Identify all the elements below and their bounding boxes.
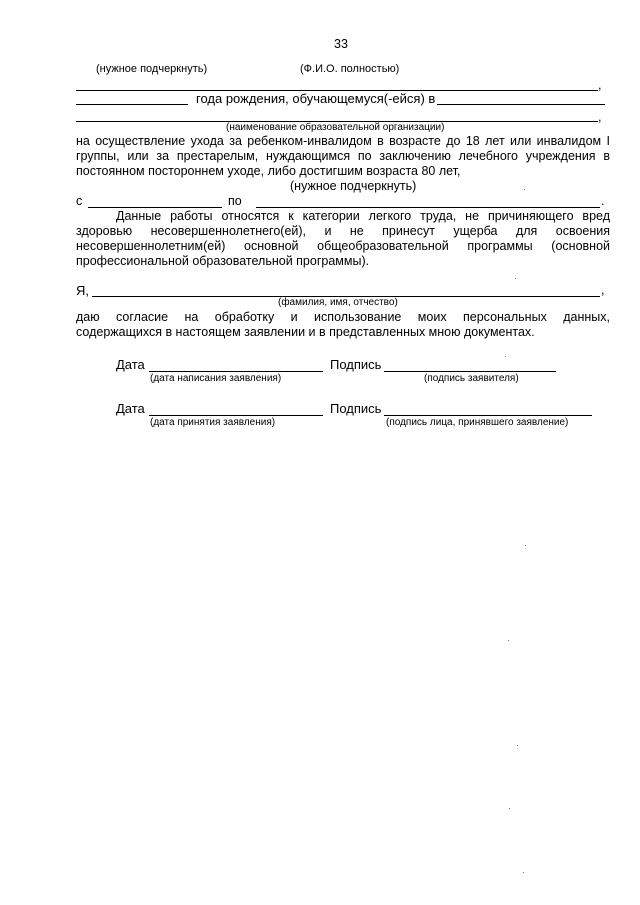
work-line-4: профессиональной образовательной программы). bbox=[76, 254, 370, 268]
care-line-3: постоянном постороннем уходе, либо достигшим возраста 80 лет, bbox=[76, 164, 461, 178]
fio-hint: (Ф.И.О. полностью) bbox=[300, 63, 400, 75]
period-to-line[interactable] bbox=[256, 207, 600, 208]
underline-hint-2: (нужное подчеркнуть) bbox=[290, 179, 417, 193]
comma: , bbox=[601, 283, 605, 297]
comma: , bbox=[598, 78, 602, 92]
care-line-2: группы, или за престарелым, нуждающимся по заключению лечебного учреждения в bbox=[76, 149, 610, 163]
scan-speck bbox=[517, 745, 518, 746]
sign-line-2[interactable] bbox=[384, 415, 592, 416]
ya-label: Я, bbox=[76, 283, 89, 298]
period: . bbox=[601, 194, 605, 208]
consent-line-1: даю согласие на обработку и использование моих персональных данных, bbox=[76, 310, 610, 324]
sign-label-2: Подпись bbox=[330, 401, 382, 416]
sign-line-1[interactable] bbox=[384, 371, 556, 372]
scan-speck bbox=[515, 278, 516, 279]
underline-hint: (нужное подчеркнуть) bbox=[96, 63, 208, 75]
comma: , bbox=[598, 110, 602, 124]
consent-line-2: содержащихся в настоящем заявлении и в представленных мною документах. bbox=[76, 325, 535, 339]
date-label-2: Дата bbox=[116, 401, 145, 416]
date-hint-2: (дата принятия заявления) bbox=[150, 417, 276, 428]
period-to-label: по bbox=[228, 194, 242, 208]
date-line-2[interactable] bbox=[149, 415, 323, 416]
scan-speck bbox=[508, 640, 509, 641]
sign-hint-1: (подпись заявителя) bbox=[424, 373, 519, 384]
date-line-1[interactable] bbox=[149, 371, 323, 372]
date-label-1: Дата bbox=[116, 357, 145, 372]
care-line-1: на осуществление ухода за ребенком-инвалидом в возрасте до 18 лет или инвалидом I bbox=[76, 134, 610, 148]
scan-speck bbox=[523, 872, 524, 873]
period-from-label: с bbox=[76, 194, 83, 208]
sign-hint-2: (подпись лица, принявшего заявление) bbox=[386, 417, 569, 428]
school-line[interactable] bbox=[437, 104, 605, 105]
work-line-2: здоровью несовершеннолетнего(ей), и не принесут ущерба для освоения bbox=[76, 224, 610, 238]
work-line-1: Данные работы относятся к категории легкого труда, не причиняющего вред bbox=[116, 209, 610, 223]
birth-line-text: года рождения, обучающемуся(-ейся) в bbox=[196, 91, 436, 106]
period-from-line[interactable] bbox=[88, 207, 222, 208]
scan-speck bbox=[525, 545, 526, 546]
scan-speck bbox=[505, 356, 506, 357]
page-number: 33 bbox=[334, 37, 348, 51]
sign-label-1: Подпись bbox=[330, 357, 382, 372]
consent-fio-hint: (фамилия, имя, отчество) bbox=[278, 297, 398, 308]
birth-year-line[interactable] bbox=[76, 104, 188, 105]
scan-speck bbox=[524, 189, 525, 190]
work-line-3: несовершеннолетним(ей) основной общеобразовательной программы (основной bbox=[76, 239, 610, 253]
org-hint: (наименование образовательной организации) bbox=[226, 122, 445, 133]
scan-speck bbox=[509, 808, 510, 809]
date-hint-1: (дата написания заявления) bbox=[150, 373, 282, 384]
